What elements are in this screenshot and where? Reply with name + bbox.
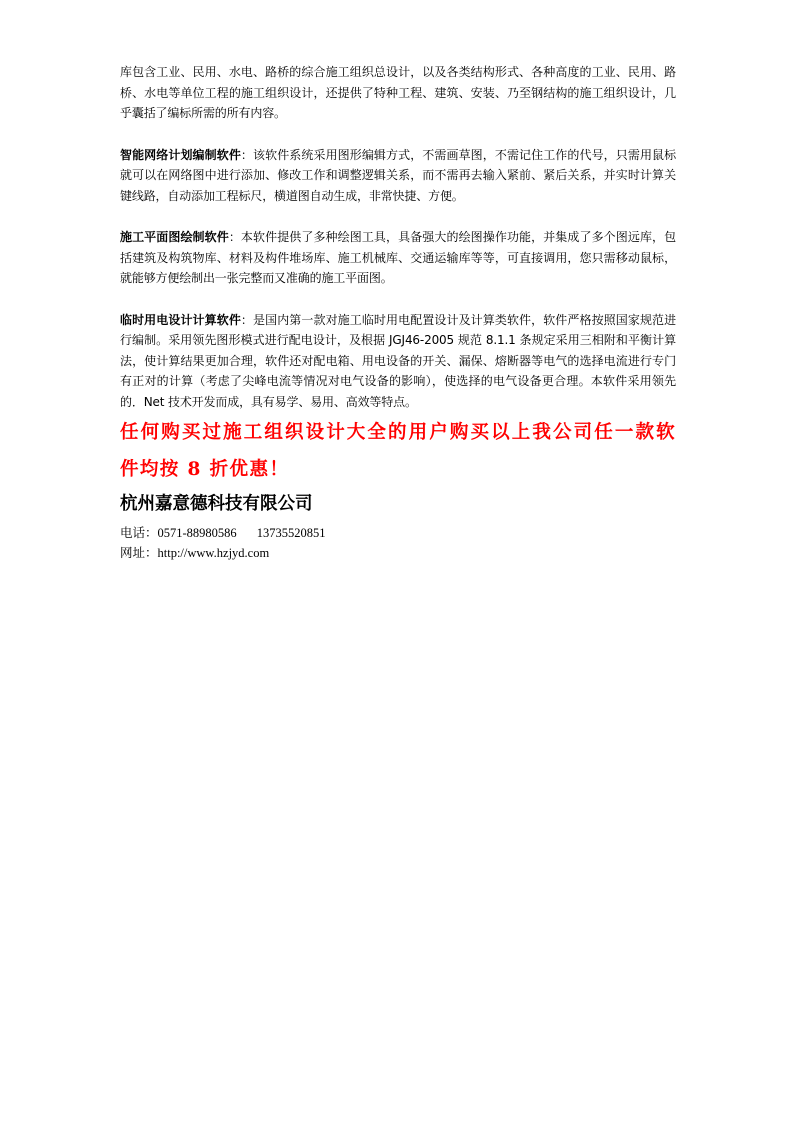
- section-site-plan: [120, 227, 676, 289]
- section-body: ：本软件提供了多种绘图工具，具备强大的绘图操作功能，并集成了多个图远库，包括建筑及构筑物库、材料及构件堆场库、施工机械库、交通运输库等等，可直接调用，您只需移动鼠标，就能够方便绘制出一张完整而又准确的施工平面图。: [120, 230, 676, 285]
- website-link[interactable]: http://www.hzjyd.com: [157, 546, 270, 560]
- phone-line: [120, 523, 676, 543]
- intro-paragraph: 库包含工业、民用、水电、路桥的综合施工组织总设计，以及各类结构形式、各种高度的工业、民用、路桥、水电等单位工程的施工组织设计，还提供了特种工程、建筑、安装、乃至钢结构的施工组织设计，几乎囊括了编标所需的所有内容。: [120, 65, 676, 120]
- website-label: 网址：: [120, 546, 158, 560]
- phone-number-1: 0571-88980586: [157, 526, 237, 540]
- section-network-planning: [120, 145, 676, 207]
- company-name: 杭州嘉意德科技有限公司: [120, 494, 313, 514]
- phone-label: 电话：: [120, 526, 158, 540]
- section-temporary-power: [120, 310, 676, 413]
- phone-number-2: 13735520851: [256, 526, 326, 540]
- document-page: [120, 62, 676, 563]
- promotion-notice: 任何购买过施工组织设计大全的用户购买以上我公司任一款软件均按 8 折优惠！: [120, 422, 676, 480]
- section-title: 临时用电设计计算软件: [120, 312, 241, 327]
- section-body: ：该软件系统采用图形编辑方式，不需画草图，不需记住工作的代号，只需用鼠标就可以在网络图中进行添加、修改工作和调整逻辑关系，而不需再去输入紧前、紧后关系，并实时计算关键线路，自动添加工程标尺，横道图自动生成，非常快捷、方便。: [120, 147, 676, 203]
- section-body: ：是国内第一款对施工临时用电配置设计及计算类软件，软件严格按照国家规范进行编制。采用领先图形模式进行配电设计，及根据 JGJ46-2005 规范 8.1.1 条规定采用三相附和平衡计算法，使计算结果更加合理，软件还对配电箱、用电设备的开关、漏保、熔断器等电气的选择电流进行专门有正对的计算（考虑了尖峰电流等情况对电气设备的影响），使选择的电气设备更合理。本软件采用领先的．Net 技术开发而成，具有易学、易用、高效等特点。: [120, 312, 676, 409]
- section-title: 施工平面图绘制软件: [120, 230, 229, 244]
- website-line: [120, 543, 676, 563]
- section-title: 智能网络计划编制软件: [120, 147, 241, 162]
